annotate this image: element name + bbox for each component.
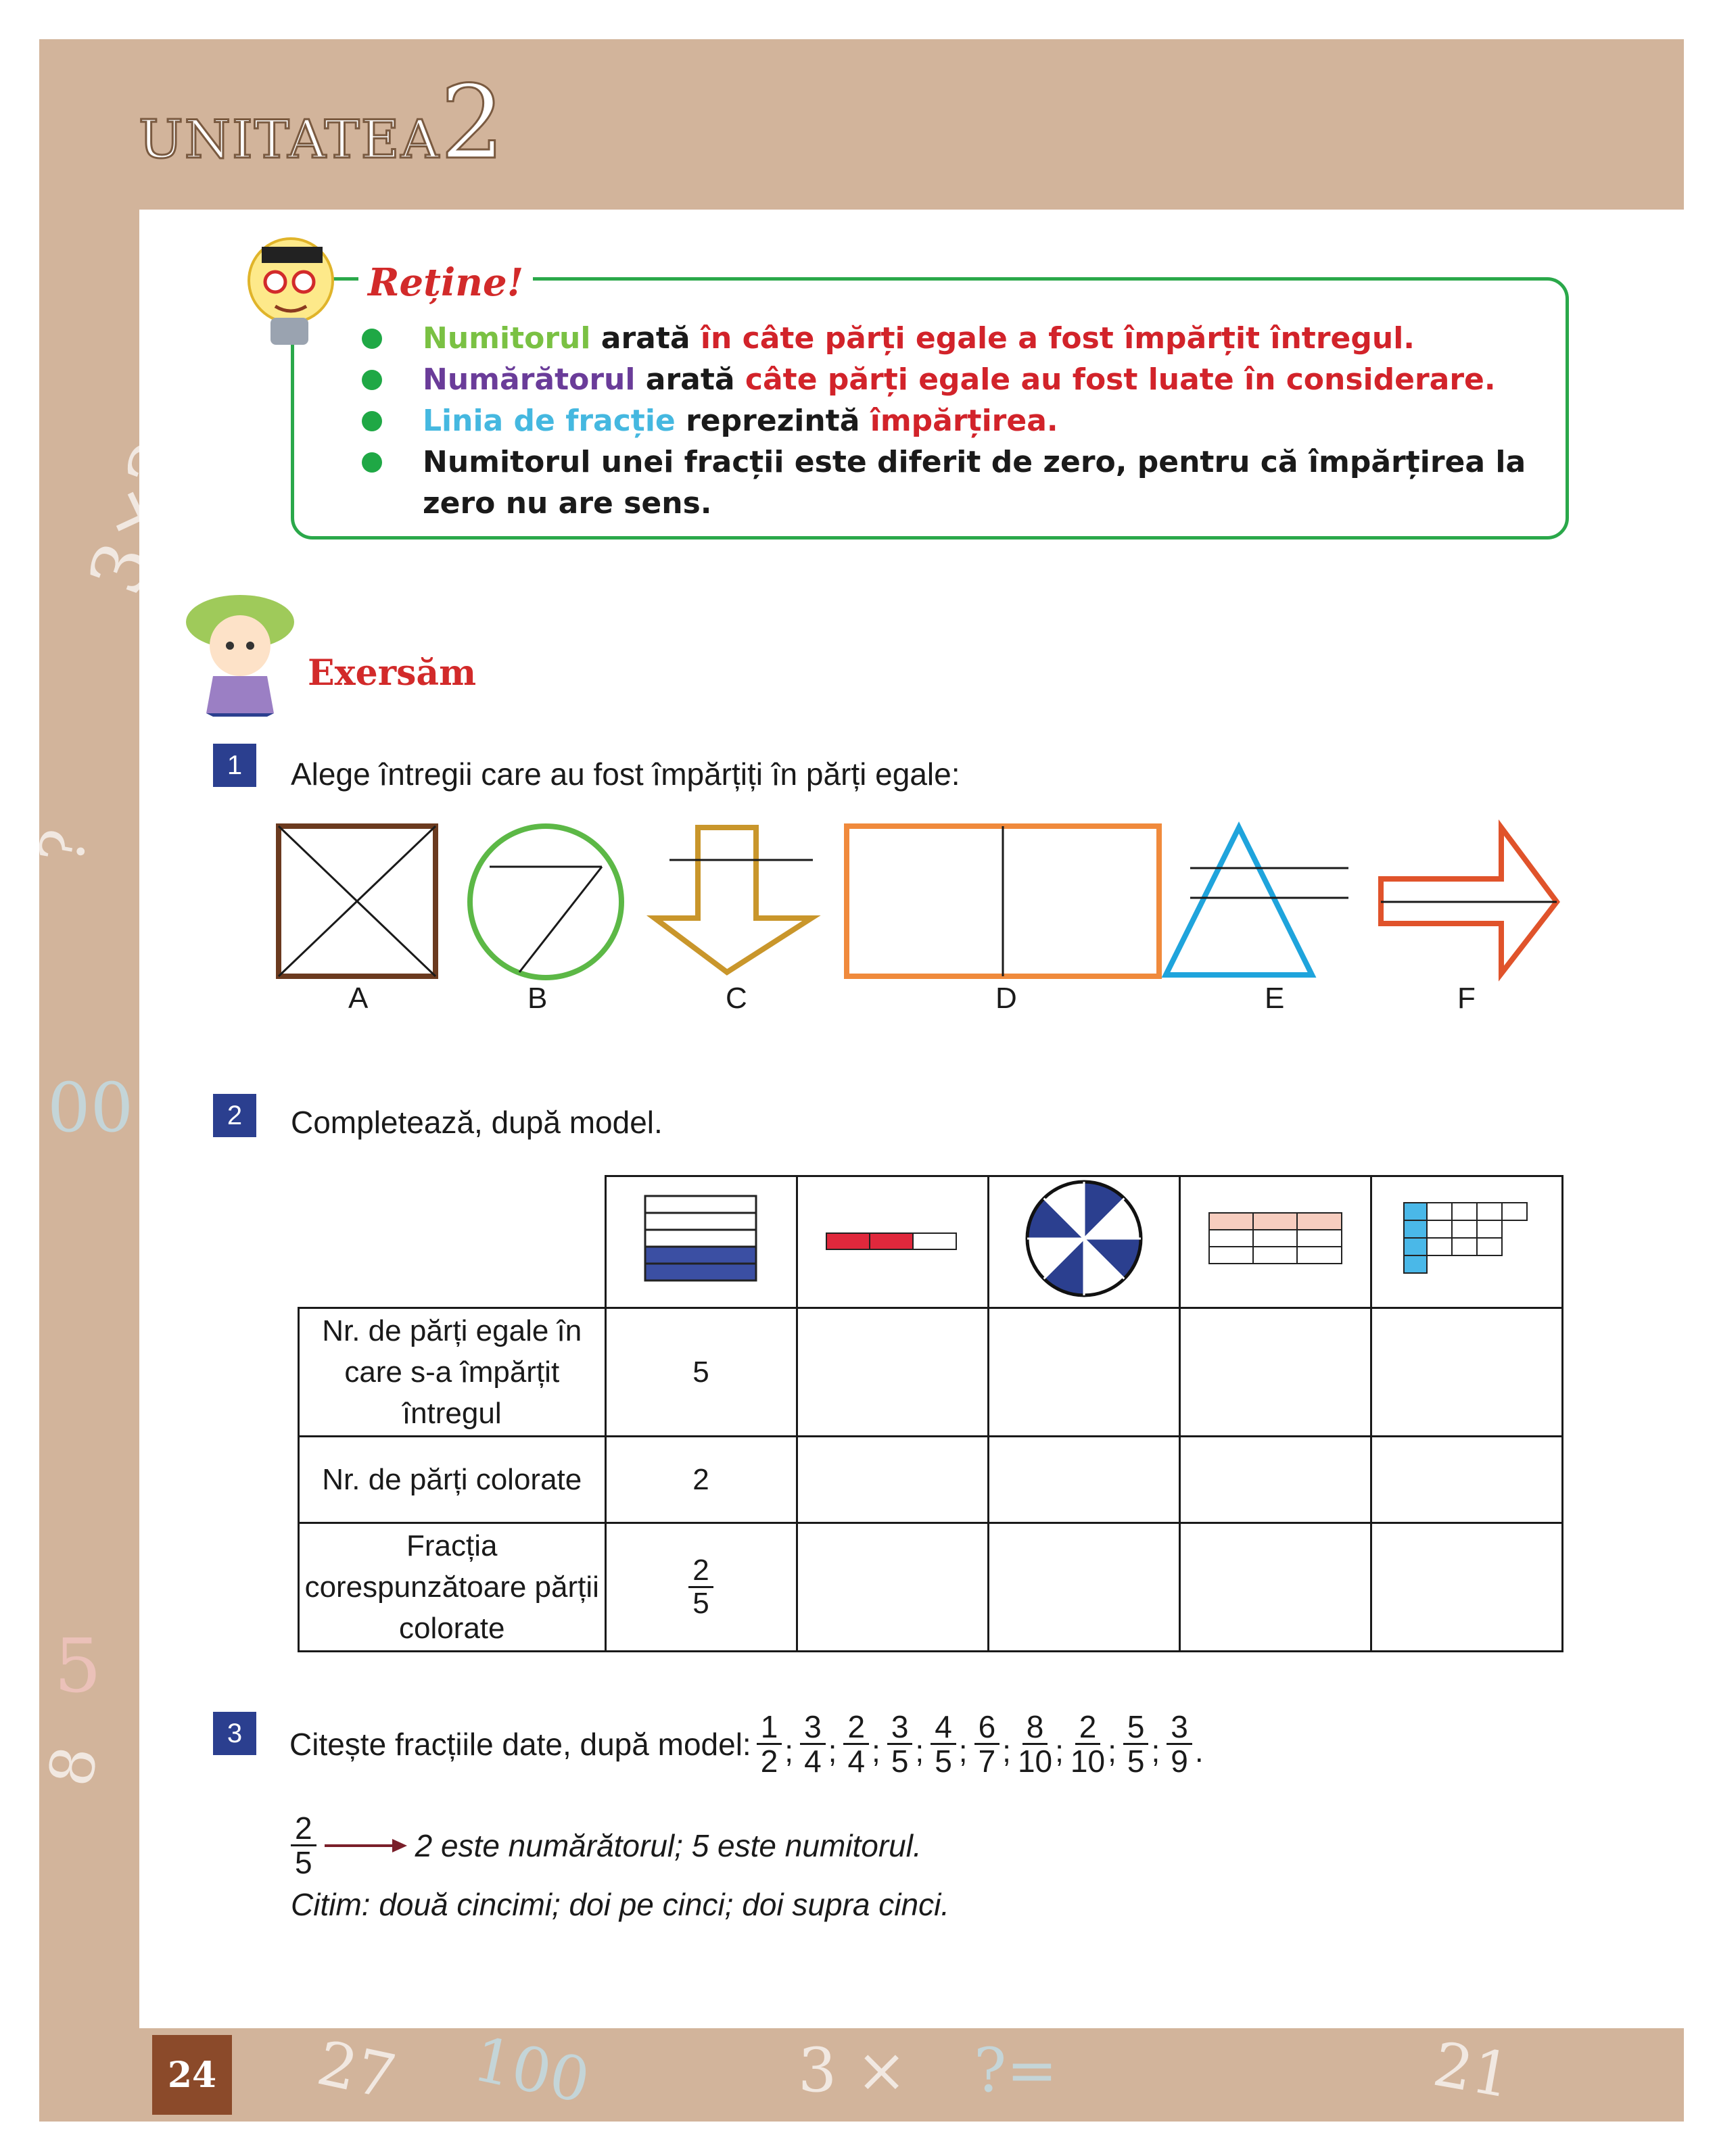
fraction-item xyxy=(1071,1710,1105,1778)
fraction-end: . xyxy=(1194,1733,1204,1769)
shape-f-arrow-right[interactable] xyxy=(1381,828,1557,974)
exercise-1-badge: 1 xyxy=(213,744,256,787)
rule-linie: Linia de fracție reprezintă împărțirea. xyxy=(362,400,1538,441)
page-number: 24 xyxy=(152,2035,232,2115)
answer-cell[interactable] xyxy=(1371,1523,1562,1652)
horizontal-bars-icon xyxy=(644,1195,759,1283)
shape-c-arrow-down[interactable] xyxy=(655,828,813,972)
fraction-separator: ; xyxy=(1055,1733,1064,1769)
model-total-value: 5 xyxy=(605,1308,797,1437)
fraction-separator: ; xyxy=(1108,1733,1116,1769)
rule-numitor: Numitorul arată în câte părți egale a fost împărțit întregul. xyxy=(362,318,1538,359)
label-b: B xyxy=(527,982,548,1015)
citim-text: Citim: două cincimi; doi pe cinci; doi supra cinci. xyxy=(291,1887,950,1922)
row-label-total: Nr. de părți egale în care s-a împărțit întregul xyxy=(299,1308,606,1437)
exercise-2-text: Completează, după model. xyxy=(291,1105,663,1140)
fraction-separator: ; xyxy=(915,1733,924,1769)
row-label-colored: Nr. de părți colorate xyxy=(299,1437,606,1523)
fraction-table xyxy=(298,1175,1563,1652)
answer-cell[interactable] xyxy=(1179,1437,1371,1523)
label-d: D xyxy=(995,982,1017,1015)
figure-circle-sectors xyxy=(988,1176,1179,1308)
fraction-denominator: 10 xyxy=(1017,1744,1053,1779)
answer-cell[interactable] xyxy=(797,1437,988,1523)
model-colored-value: 2 xyxy=(605,1437,797,1523)
fraction-denominator: 7 xyxy=(978,1744,996,1779)
fraction-numerator: 3 xyxy=(800,1710,826,1745)
exercise-3-model xyxy=(291,1812,922,1879)
blue-l-grid-icon xyxy=(1403,1201,1531,1276)
lightbulb-icon xyxy=(227,226,348,362)
fraction-numerator: 3 xyxy=(887,1710,913,1745)
answer-cell[interactable] xyxy=(988,1523,1179,1652)
answer-cell[interactable] xyxy=(988,1437,1179,1523)
fraction-item xyxy=(1018,1710,1052,1778)
answer-cell[interactable] xyxy=(797,1308,988,1437)
exercise-2-badge: 2 xyxy=(213,1094,256,1137)
model-figure-bars xyxy=(605,1176,797,1308)
answer-cell[interactable] xyxy=(1179,1308,1371,1437)
label-c: C xyxy=(726,982,747,1015)
exercise-3-badge: 3 xyxy=(213,1712,256,1755)
fraction-denominator: 5 xyxy=(891,1744,909,1779)
figure-blue-l-grid xyxy=(1371,1176,1562,1308)
rule-zero: Numitorul unei fracții este diferit de zero, pentru că împărțirea la zero nu are sens. xyxy=(362,441,1538,524)
fraction-denominator: 9 xyxy=(1171,1744,1188,1779)
fraction-separator: ; xyxy=(1002,1733,1011,1769)
fraction-numerator: 8 xyxy=(1022,1710,1048,1745)
model-fraction: $\frac{2}{5}$ xyxy=(688,1555,713,1619)
fraction-separator: ; xyxy=(872,1733,880,1769)
label-e: E xyxy=(1265,982,1285,1015)
fraction-denominator: 10 xyxy=(1070,1744,1106,1779)
exercise-1-text: Alege întregii care au fost împărțiți în părți egale: xyxy=(291,757,960,792)
exercise-3-line xyxy=(289,1710,1209,1778)
red-strip-icon xyxy=(825,1231,960,1251)
arrow-right-icon xyxy=(322,1836,410,1856)
fraction-numerator: 1 xyxy=(757,1710,782,1745)
shape-b-circle[interactable] xyxy=(470,826,621,978)
fraction-denominator: 4 xyxy=(847,1744,866,1779)
shape-e-triangle[interactable] xyxy=(1166,828,1348,975)
fraction-denominator: 2 xyxy=(760,1744,778,1779)
model-fraction-ex3: 2 5 xyxy=(291,1812,316,1879)
figure-red-strip xyxy=(797,1176,988,1308)
fraction-separator: ; xyxy=(828,1733,837,1769)
answer-cell[interactable] xyxy=(797,1523,988,1652)
row-label-fraction: Fracția corespunzătoare părții colorate xyxy=(299,1523,606,1652)
figure-pink-grid xyxy=(1179,1176,1371,1308)
fraction-item xyxy=(1123,1710,1149,1778)
rule-numarator: Numărătorul arată câte părți egale au fost luate în considerare. xyxy=(362,359,1538,400)
fraction-denominator: 5 xyxy=(1127,1744,1145,1779)
fraction-item xyxy=(887,1710,913,1778)
fraction-list xyxy=(755,1710,1209,1778)
fraction-item xyxy=(931,1710,956,1778)
fraction-item xyxy=(757,1710,782,1778)
fraction-numerator: 2 xyxy=(843,1710,869,1745)
shape-d-rectangle[interactable] xyxy=(847,826,1159,976)
fraction-numerator: 4 xyxy=(931,1710,956,1745)
answer-cell[interactable] xyxy=(1179,1523,1371,1652)
fraction-separator: ; xyxy=(784,1733,794,1769)
pie-sectors-icon xyxy=(1023,1178,1145,1299)
shape-a-square[interactable] xyxy=(279,826,436,976)
fraction-item xyxy=(974,1710,1000,1778)
fraction-separator: ; xyxy=(958,1733,968,1769)
unit-title: UNITATEA2 xyxy=(139,64,507,182)
fraction-item xyxy=(800,1710,826,1778)
fraction-numerator: 2 xyxy=(1075,1710,1101,1745)
fraction-item xyxy=(1167,1710,1192,1778)
fraction-numerator: 5 xyxy=(1123,1710,1149,1745)
answer-cell[interactable] xyxy=(988,1308,1179,1437)
fraction-denominator: 5 xyxy=(935,1744,952,1779)
pink-grid-icon xyxy=(1208,1212,1343,1266)
fraction-numerator: 3 xyxy=(1167,1710,1192,1745)
model-fraction-cell xyxy=(605,1523,797,1652)
fraction-item xyxy=(843,1710,869,1778)
girl-mascot-icon xyxy=(172,581,308,717)
model-explanation: 2 este numărătorul; 5 este numitorul. xyxy=(415,1827,922,1863)
fraction-denominator: 4 xyxy=(804,1744,822,1779)
retine-rules xyxy=(362,318,1538,524)
exercise-1-shapes xyxy=(264,818,1582,994)
fraction-separator: ; xyxy=(1151,1733,1160,1769)
answer-cell[interactable] xyxy=(1371,1308,1562,1437)
fraction-numerator: 6 xyxy=(974,1710,1000,1745)
retine-title: Reține! xyxy=(358,260,533,305)
exersam-title: Exersăm xyxy=(308,652,477,694)
label-a: A xyxy=(348,982,369,1015)
exercise-3-text: Citește fracțiile date, după model: xyxy=(289,1726,751,1762)
answer-cell[interactable] xyxy=(1371,1437,1562,1523)
label-f: F xyxy=(1457,982,1476,1015)
